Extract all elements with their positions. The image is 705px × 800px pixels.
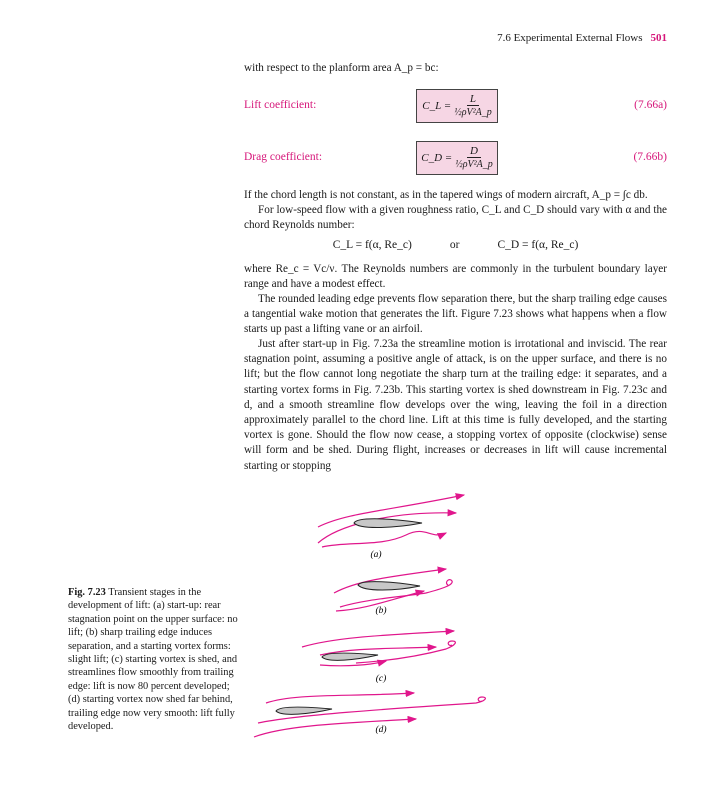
streamline — [266, 693, 414, 703]
lift-equation — [416, 89, 498, 123]
label-a: (a) — [370, 550, 382, 560]
streamline — [254, 719, 416, 737]
paragraph-3: where Re_c = Vc/ν. The Reynolds numbers are commonly in the turbulent boundary layer range and have a modest effect. — [244, 263, 667, 291]
airfoil — [354, 519, 422, 528]
stage-c — [302, 631, 455, 684]
lift-lhs: C_L = — [422, 100, 452, 112]
streamline — [356, 641, 455, 663]
drag-label: Drag coefficient: — [244, 151, 323, 163]
streamline — [302, 631, 454, 647]
lift-num: L — [467, 93, 479, 106]
stage-b — [334, 569, 452, 616]
label-b: (b) — [375, 606, 387, 616]
section-title: 7.6 Experimental External Flows — [497, 32, 643, 44]
streamline — [318, 513, 456, 543]
streamline — [322, 531, 446, 547]
airfoil — [322, 653, 378, 660]
paragraph-5: Just after start-up in Fig. 7.23a the streamline motion is irrotational and inviscid. The rear stagnation point, assuming a positive angle of attack, is on the upper surface, and there is no lift; but the flow cannot long negotiate the sharp turn at the trailing edge: it separates, and a starting vortex forms in Fig. 7.23b. This starting vortex is shed downstream in Fig. 7.23c and d, and a smooth streamline flow develops over the wing, leaving the foil in a direction approximately parallel to the chord line. Lift at this time is fully developed, and the starting vortex is gone. Should the flow now cease, a stopping vortex of opposite (clockwise) sense will form and be shed. During flight, increases or decreases in lift will cause incremental starting or stopping — [244, 338, 667, 472]
figure-caption — [68, 586, 238, 733]
airfoil — [276, 707, 332, 714]
label-c: (c) — [375, 674, 387, 684]
paragraph-2: For low-speed flow with a given roughness ratio, C_L and C_D should vary with α and the chord Reynolds number: — [244, 204, 667, 232]
drag-den: ½ρV²A_p — [455, 159, 493, 170]
lift-label: Lift coefficient: — [244, 99, 317, 111]
stage-a — [318, 495, 464, 560]
lift-stages-figure — [236, 485, 496, 755]
caption-text: Transient stages in the development of lift: (a) start-up: rear stagnation point on the upper surface: no lift; (b) sharp trailing edge induces separation, and a starting vortex forms: slight lift; (c) starting vortex is shed, and streamlines flow smoothly from trailing edge: lift is now 80 percent developed; (d) starting vortex now shed far behind, trailing edge now very smooth: lift fully developed. — [68, 587, 238, 733]
paragraph-1: If the chord length is not constant, as in the tapered wings of modern aircraft, A_p = ∫c db. — [244, 189, 648, 201]
lift-den: ½ρV²A_p — [454, 107, 492, 118]
stage-d — [254, 693, 485, 737]
label-d: (d) — [375, 725, 387, 735]
airfoil — [358, 582, 420, 590]
function-equation — [244, 239, 667, 251]
intro-line: with respect to the planform area A_p = bc: — [244, 62, 439, 74]
drag-eq-number: (7.66b) — [633, 151, 667, 163]
caption-title: Fig. 7.23 — [68, 587, 106, 598]
drag-num: D — [467, 145, 481, 158]
eq-cl: C_L = f(α, Re_c) — [332, 239, 412, 251]
running-header — [497, 32, 667, 44]
lift-eq-number: (7.66a) — [634, 99, 667, 111]
paragraph-4: The rounded leading edge prevents flow separation there, but the sharp trailing edge causes a tangential wake motion that generates the lift. Figure 7.23 shows what happens when a flow starts up past a lifting vane or an airfoil. — [244, 293, 667, 336]
drag-lhs: C_D = — [421, 152, 453, 164]
eq-or: or — [449, 239, 460, 251]
page-number: 501 — [650, 32, 667, 44]
eq-cd: C_D = f(α, Re_c) — [497, 239, 579, 251]
drag-equation — [416, 141, 498, 175]
